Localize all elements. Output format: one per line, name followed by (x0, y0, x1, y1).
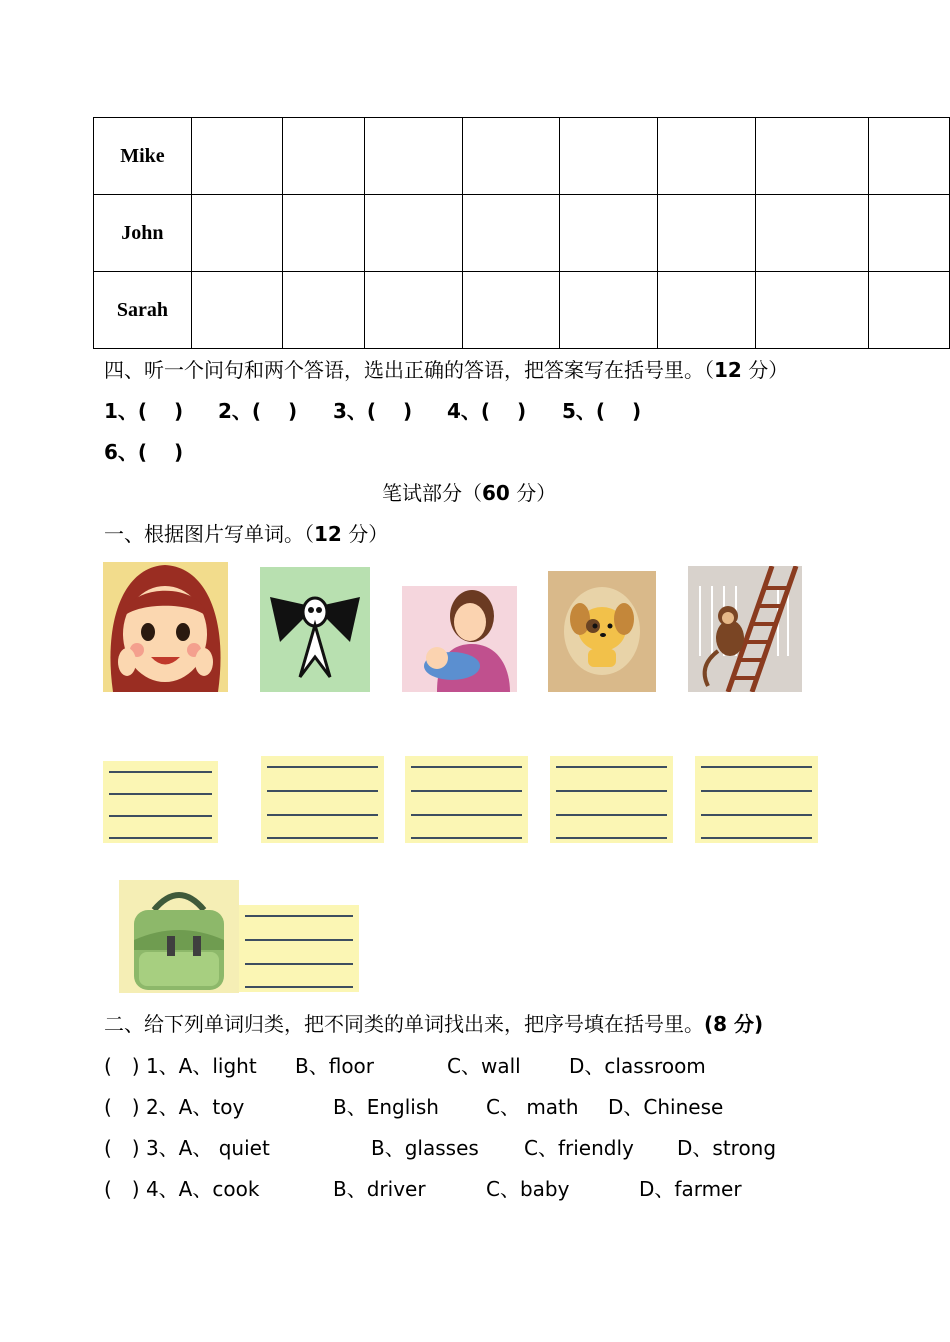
name-table (93, 117, 950, 349)
table-cell[interactable] (462, 272, 560, 349)
option-c: C、wall (447, 1054, 521, 1078)
answer-item[interactable]: 1、( ) (104, 399, 184, 423)
option-d: D、strong (677, 1136, 777, 1160)
table-cell[interactable] (869, 195, 950, 272)
table-cell[interactable] (283, 195, 365, 272)
table-cell[interactable] (462, 195, 560, 272)
writing-lines-box[interactable] (103, 761, 218, 843)
dog-picture (548, 571, 656, 692)
question-number[interactable]: ( ) 1、A、light (104, 1054, 257, 1078)
schoolbag-picture (119, 880, 239, 993)
table-cell[interactable] (560, 195, 658, 272)
table-cell[interactable] (658, 195, 756, 272)
table-cell[interactable] (365, 272, 463, 349)
table-cell[interactable] (365, 195, 463, 272)
table-cell[interactable] (365, 118, 463, 195)
table-cell[interactable] (755, 272, 869, 349)
option-d: D、farmer (639, 1177, 742, 1201)
table-cell[interactable] (755, 195, 869, 272)
writing-lines-box[interactable] (550, 756, 673, 843)
section4-title: 四、听一个问句和两个答语，选出正确的答语，把答案写在括号里。（12 分） (104, 358, 789, 382)
option-b: B、English (333, 1095, 439, 1119)
option-d: D、Chinese (608, 1095, 724, 1119)
table-cell[interactable] (658, 118, 756, 195)
writing-lines-box[interactable] (239, 905, 359, 992)
written-part-title: 笔试部分（60 分） (382, 481, 557, 505)
question-number[interactable]: ( ) 2、A、toy (104, 1095, 245, 1119)
table-cell[interactable] (191, 118, 283, 195)
table-cell[interactable] (283, 118, 365, 195)
row-name: Sarah (94, 272, 192, 349)
table-cell[interactable] (658, 272, 756, 349)
question-number[interactable]: ( ) 3、A、 quiet (104, 1136, 270, 1160)
option-c: C、friendly (524, 1136, 634, 1160)
section1-title: 一、根据图片写单词。（12 分） (104, 522, 389, 546)
answer-item[interactable]: 3、( ) (333, 399, 413, 423)
table-cell[interactable] (755, 118, 869, 195)
table-cell[interactable] (560, 272, 658, 349)
answer-item[interactable]: 4、( ) (447, 399, 527, 423)
girl-face-picture (103, 562, 228, 692)
writing-lines-box[interactable] (695, 756, 818, 843)
mother-baby-picture (402, 586, 517, 692)
option-c: C、 math (486, 1095, 579, 1119)
table-row (94, 195, 950, 272)
option-b: B、driver (333, 1177, 426, 1201)
row-name: John (94, 195, 192, 272)
answer-item[interactable]: 5、( ) (562, 399, 642, 423)
question-number[interactable]: ( ) 4、A、cook (104, 1177, 260, 1201)
section2-title: 二、给下列单词归类，把不同类的单词找出来，把序号填在括号里。(8 分) (104, 1012, 764, 1036)
answer-item[interactable]: 2、( ) (218, 399, 298, 423)
row-name: Mike (94, 118, 192, 195)
kite-picture (260, 567, 370, 692)
table-row (94, 118, 950, 195)
table-cell[interactable] (462, 118, 560, 195)
table-row (94, 272, 950, 349)
writing-lines-box[interactable] (405, 756, 528, 843)
table-cell[interactable] (191, 195, 283, 272)
option-d: D、classroom (569, 1054, 706, 1078)
writing-lines-box[interactable] (261, 756, 384, 843)
answer-item[interactable]: 6、( ) (104, 440, 184, 464)
table-cell[interactable] (869, 272, 950, 349)
table-cell[interactable] (560, 118, 658, 195)
table-cell[interactable] (869, 118, 950, 195)
option-b: B、floor (295, 1054, 375, 1078)
table-cell[interactable] (191, 272, 283, 349)
option-b: B、glasses (371, 1136, 479, 1160)
option-c: C、baby (486, 1177, 570, 1201)
monkey-ladder-picture (688, 566, 802, 692)
table-cell[interactable] (283, 272, 365, 349)
